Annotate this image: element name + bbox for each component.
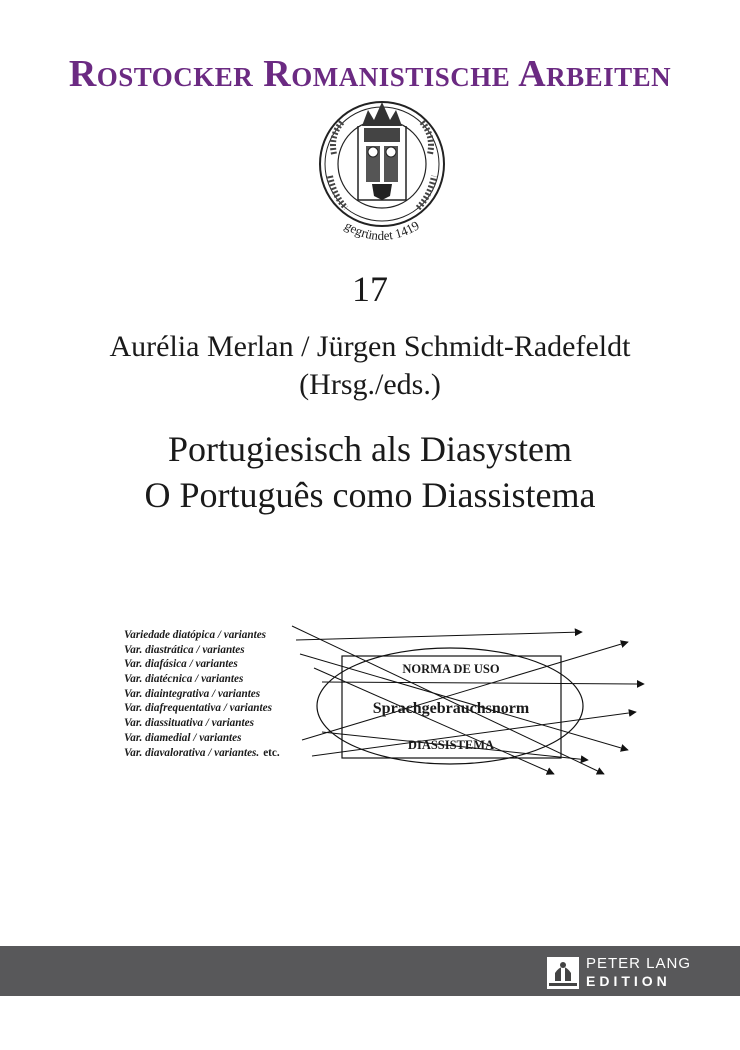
- publisher-name: PETER LANG: [586, 955, 692, 972]
- volume-number: 17: [352, 269, 388, 309]
- editor-role: (Hrsg./eds.): [299, 368, 441, 401]
- series-title: Rostocker Romanistische Arbeiten: [68, 53, 672, 95]
- publisher-logo: [547, 954, 693, 994]
- publisher-emblem-icon: [547, 957, 579, 989]
- variation-item: Var. diassituativa / variantes: [124, 717, 254, 730]
- variation-item: Var. diafásica / variantes: [124, 658, 238, 671]
- editor-names: Aurélia Merlan / Jürgen Schmidt-Radefeldt: [109, 330, 631, 363]
- variation-item: Var. diastrática / variantes: [124, 643, 245, 656]
- variation-item: Var. diaintegrativa / variantes: [124, 687, 261, 700]
- variation-item: Variedade diatópica / variantes: [124, 629, 267, 641]
- variation-item: Var. diavalorativa / variantes.: [124, 746, 260, 759]
- variation-list: [124, 628, 280, 760]
- diassistema-label: DIASSISTEMA: [407, 738, 495, 752]
- book-title-portuguese: O Português como Diassistema: [144, 475, 596, 515]
- norma-de-uso-label: NORMA DE USO: [402, 662, 500, 676]
- sprachgebrauchsnorm-label: Sprachgebrauchsnorm: [372, 700, 530, 717]
- variation-item-last: [124, 746, 280, 761]
- variation-item: Var. diafrequentativa / variantes: [124, 702, 272, 715]
- publisher-edition: EDITION: [586, 973, 671, 989]
- variation-item: Var. diamedial / variantes: [124, 731, 242, 744]
- svg-text:gegründet 1419: gegründet 1419: [342, 217, 422, 244]
- etc-label: etc.: [263, 746, 280, 759]
- variation-item: Var. diatécnica / variantes: [124, 673, 244, 686]
- book-title-german: Portugiesisch als Diasystem: [168, 429, 572, 469]
- university-seal-icon: [312, 96, 452, 256]
